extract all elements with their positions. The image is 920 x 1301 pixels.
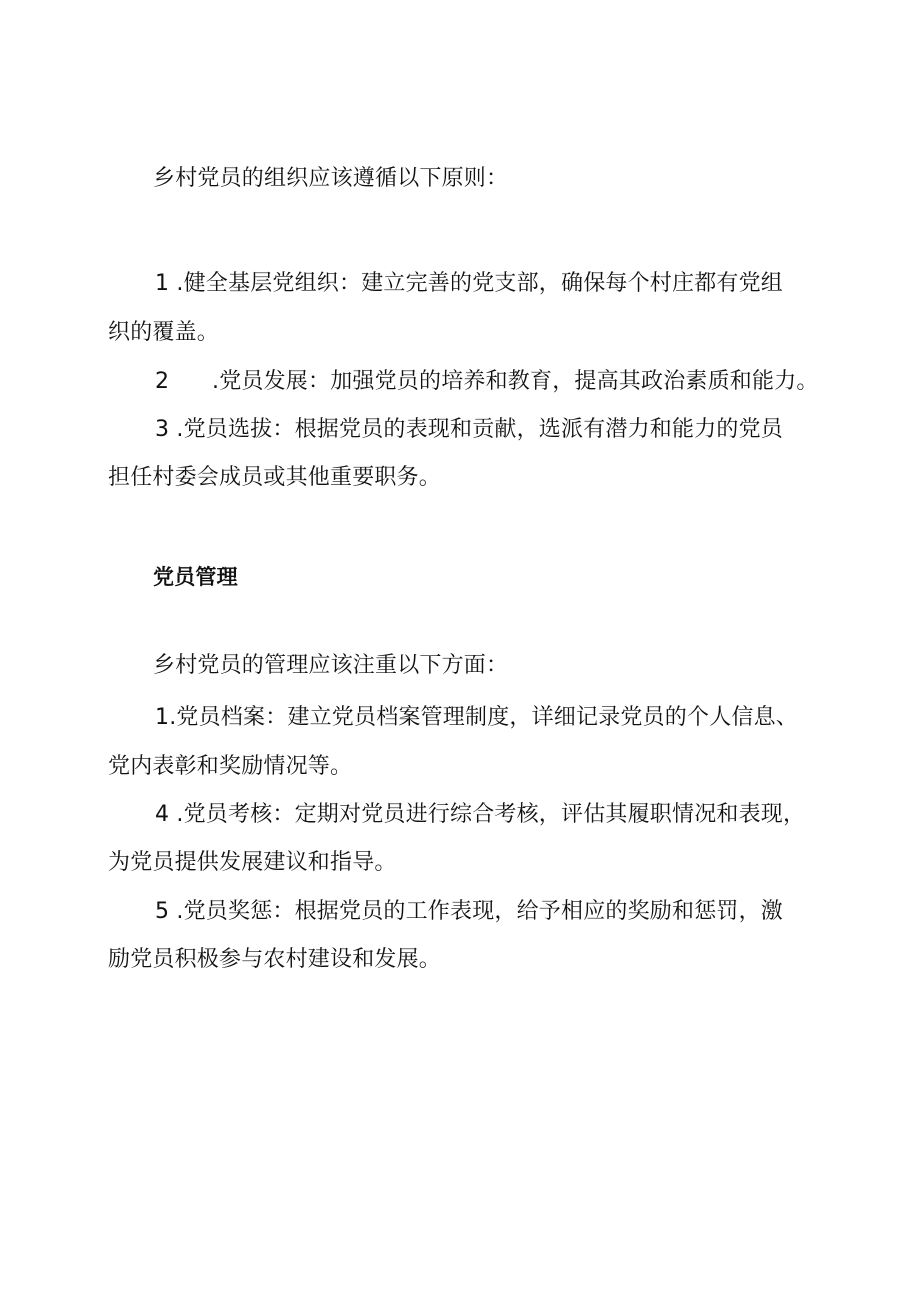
list-item-continuation: 励党员积极参与农村建设和发展。: [108, 947, 442, 972]
list-item-text: .党员奖惩：根据党员的工作表现，给予相应的奖励和惩罚，激: [176, 899, 784, 924]
list-item-continuation: 担任村委会成员或其他重要职务。: [108, 465, 442, 490]
list-item-number: 4: [155, 802, 170, 827]
list-item-text: 党员档案：建立党员档案管理制度，详细记录党员的个人信息、: [176, 705, 798, 730]
list-item-continuation: 织的覆盖。: [108, 320, 220, 345]
list-item-continuation: 为党员提供发展建议和指导。: [108, 850, 397, 875]
list-item-line: [155, 415, 783, 445]
list-item-number: 5: [155, 899, 170, 924]
list-item-number: 3: [155, 417, 170, 442]
list-item-line: [155, 897, 783, 927]
section2-intro: 乡村党员的管理应该注重以下方面：: [153, 653, 509, 678]
list-item-text: .党员选拔：根据党员的表现和贡献，选派有潜力和能力的党员: [176, 417, 784, 442]
list-item-line: [155, 269, 783, 299]
list-item-text: .健全基层党组织：建立完善的党支部，确保每个村庄都有党组: [176, 271, 784, 296]
list-item-line: [155, 367, 819, 397]
section-heading: 党员管理: [153, 566, 238, 589]
list-item-number: 1.: [155, 705, 177, 730]
list-item-line: [155, 800, 805, 830]
list-item-text: .党员考核：定期对党员进行综合考核，评估其履职情况和表现，: [176, 802, 806, 827]
section1-intro: 乡村党员的组织应该遵循以下原则：: [153, 166, 509, 191]
list-item-continuation: 党内表彰和奖励情况等。: [108, 754, 353, 779]
list-item-number: 1: [155, 271, 170, 296]
list-item-text: .党员发展：加强党员的培养和教育，提高其政治素质和能力。: [212, 369, 819, 394]
list-item-line: [155, 703, 798, 733]
list-item-number: 2: [155, 369, 170, 394]
